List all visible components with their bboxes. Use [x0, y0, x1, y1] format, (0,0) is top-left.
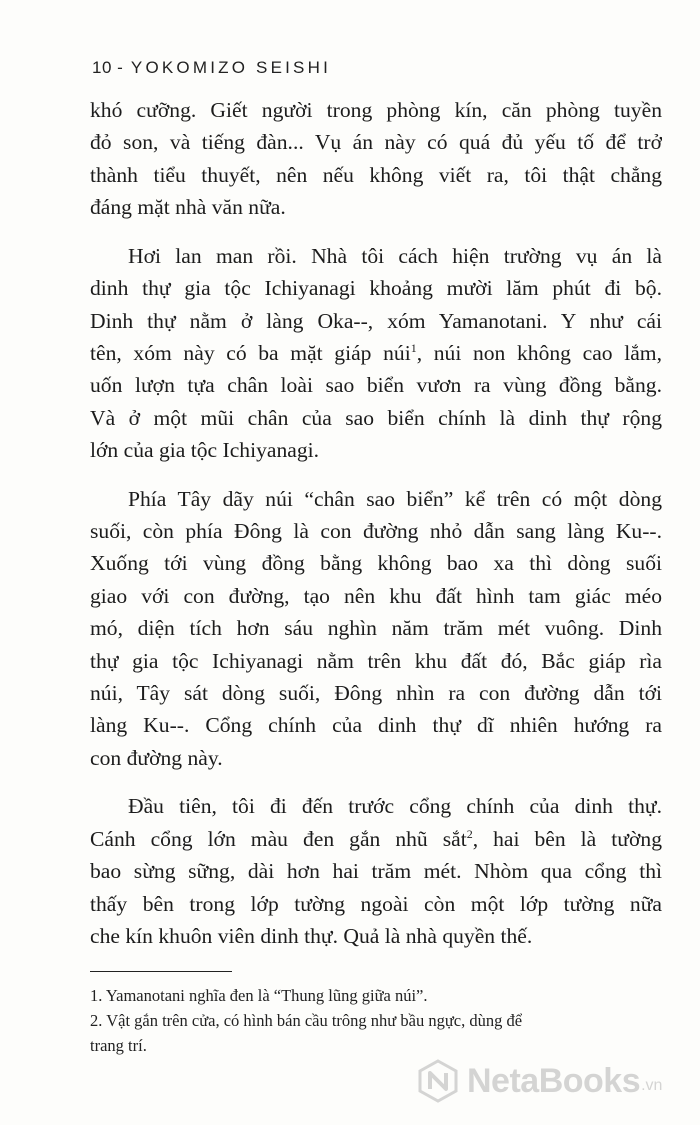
running-header	[92, 58, 331, 78]
text-segment: , núi non không cao lắm,	[416, 340, 662, 365]
paragraph-1	[90, 94, 662, 224]
page-number: 10 -	[92, 58, 124, 77]
footnote-marker-2: 2	[466, 826, 473, 841]
text-line: suối, còn phía Đông là con đường nhỏ dẫn sang làng Ku--.	[90, 519, 662, 544]
footnotes	[90, 983, 670, 1058]
watermark	[415, 1058, 662, 1104]
text-line: Hơi lan man rồi. Nhà tôi cách hiện trường vụ án là	[128, 243, 662, 268]
text-line: Đầu tiên, tôi đi đến trước cổng chính của dinh thự.	[128, 794, 662, 819]
netabooks-logo-icon	[415, 1058, 461, 1104]
text-line-with-footnote	[90, 823, 662, 855]
text-line: Phía Tây dãy núi “chân sao biển” kể trên có một dòng	[128, 486, 662, 511]
footnote-marker-1: 1	[410, 340, 417, 355]
paragraph-2	[90, 240, 662, 467]
text-line: dinh thự gia tộc Ichiyanagi khoảng mười lăm phút đi bộ.	[90, 276, 662, 301]
footnote-divider	[90, 971, 232, 972]
text-line: giao với con đường, tạo nên khu đất hình tam giác méo	[90, 583, 662, 608]
text-line: thự gia tộc Ichiyanagi nằm trên khu đất đó, Bắc giáp rìa	[90, 648, 662, 673]
text-line: Dinh thự nằm ở làng Oka--, xóm Yamanotani. Y như cái	[90, 308, 662, 333]
footnote-1: 1. Yamanotani nghĩa đen là “Thung lũng giữa núi”.	[90, 986, 428, 1005]
text-line: thấy bên trong lớp tường ngoài còn một lớp tường nữa	[90, 891, 662, 916]
text-line: che kín khuôn viên dinh thự. Quả là nhà quyền thế.	[90, 923, 533, 948]
paragraph-4	[90, 790, 662, 952]
paragraph-3	[90, 483, 662, 775]
body-text	[90, 94, 662, 952]
text-segment: tên, xóm này có ba mặt giáp núi	[90, 340, 411, 365]
text-line-with-footnote	[90, 337, 662, 369]
text-line: con đường này.	[90, 745, 223, 770]
footnote-2: 2. Vật gắn trên cửa, có hình bán cầu trông như bầu ngực, dùng để	[90, 1011, 523, 1030]
text-line: thành tiểu thuyết, nên nếu không viết ra, tôi thật chẳng	[90, 162, 662, 187]
watermark-tld: .vn	[641, 1077, 663, 1094]
text-line: khó cưỡng. Giết người trong phòng kín, căn phòng tuyền	[90, 98, 662, 122]
running-title: YOKOMIZO SEISHI	[130, 58, 332, 77]
text-line: làng Ku--. Cổng chính của dinh thự dĩ nhiên hướng ra	[90, 713, 662, 738]
text-line: núi, Tây sát dòng suối, Đông nhìn ra con đường dẫn tới	[90, 681, 662, 706]
text-line: mó, diện tích hơn sáu nghìn năm trăm mét vuông. Dinh	[90, 616, 662, 641]
text-line: uốn lượn tựa chân loài sao biển vươn ra vùng đồng bằng.	[90, 373, 662, 398]
text-line: bao sừng sững, dài hơn hai trăm mét. Nhòm qua cổng thì	[90, 859, 662, 884]
text-line: đỏ son, và tiếng đàn... Vụ án này có quá đủ yếu tố để trở	[90, 130, 662, 155]
text-segment: Cánh cổng lớn màu đen gắn nhũ sắt	[90, 826, 467, 851]
text-line: Và ở một mũi chân của sao biển chính là dinh thự rộng	[90, 405, 662, 430]
text-line: Xuống tới vùng đồng bằng không bao xa thì dòng suối	[90, 551, 662, 576]
footnote-2-cont: trang trí.	[90, 1036, 147, 1055]
text-line: lớn của gia tộc Ichiyanagi.	[90, 438, 320, 463]
watermark-brand: NetaBooks	[467, 1061, 641, 1100]
text-segment: , hai bên là tường	[472, 826, 662, 851]
text-line: đáng mặt nhà văn nữa.	[90, 195, 286, 220]
